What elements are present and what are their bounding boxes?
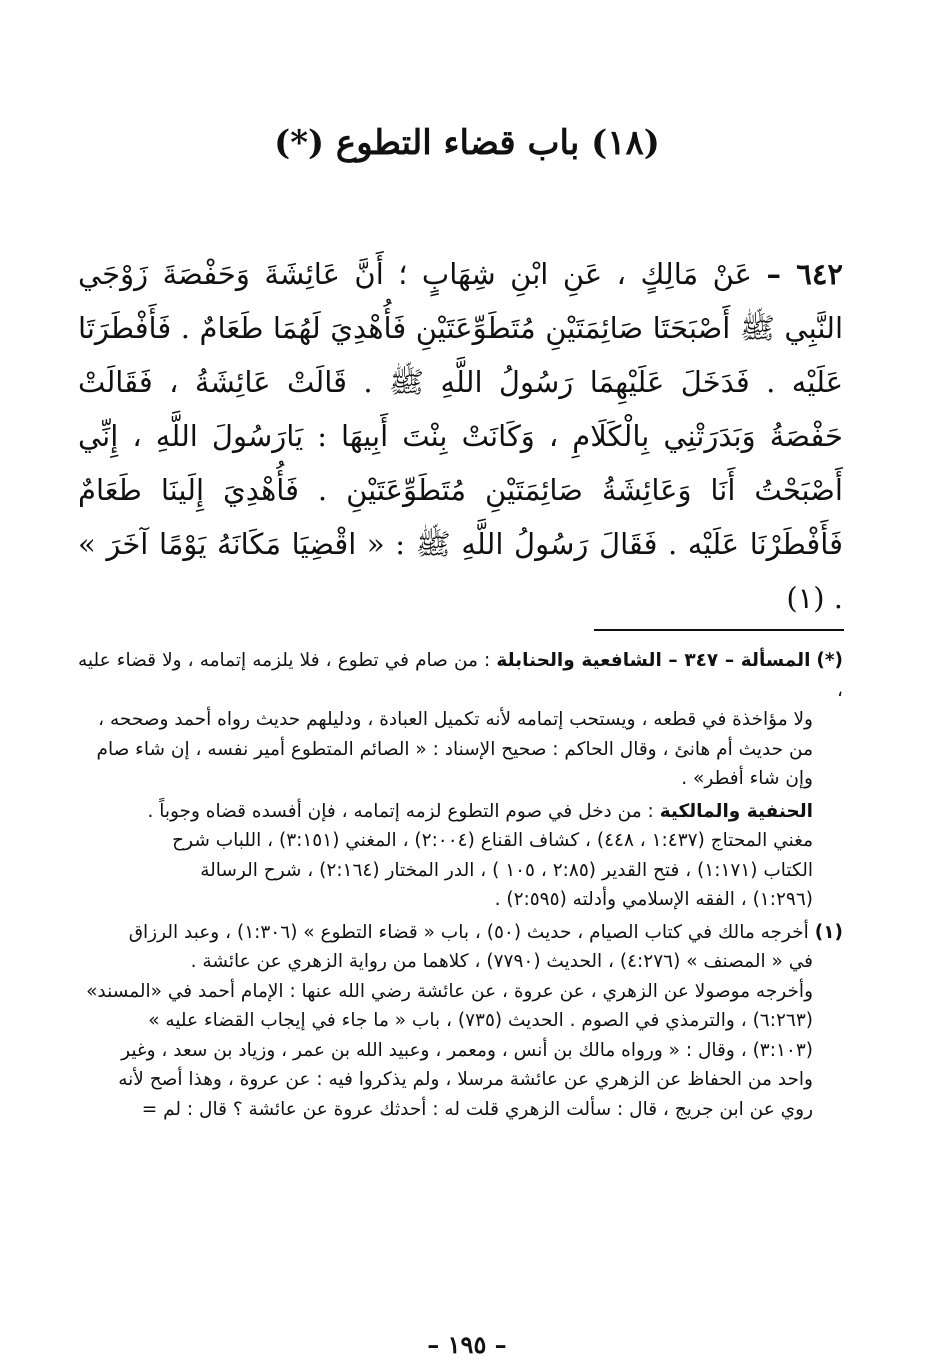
footnote-line: ولا مؤاخذة في قطعه ، ويستحب إتمامه لأنه تكميل العبادة ، ودليلهم حديث رواه أحمد وصححه ،: [98, 709, 813, 730]
footnote-1: [78, 918, 843, 1125]
footnote-ref-line: (١:٢٩٦) ، الفقه الإسلامي وأدلته (٢:٥٩٥) .: [494, 889, 813, 910]
footnote-separator: [594, 629, 844, 631]
footnote-line: روي عن ابن جريج ، قال : سألت الزهري قلت له : أحدثك عروة عن عائشة ؟ قال : لم =: [141, 1098, 813, 1120]
footnote-school-lead: الحنفية والمالكية: [659, 800, 813, 822]
footnote-marker: (١): [814, 921, 843, 943]
footnote-line: في « المصنف » (٤:٢٧٦) ، الحديث (٧٧٩٠) ، كلاهما من رواية الزهري عن عائشة .: [190, 951, 813, 972]
footnote-line: [78, 797, 843, 827]
hadith-body: عَنْ مَالِكٍ ، عَنِ ابْنِ شِهَابٍ ؛ أَنَّ عَائِشَةَ وَحَفْصَةَ زَوْجَي النَّبِي ﷺ أَصْبَحَتَا صَائِمَتَيْنِ مُتَطَوِّعَتَيْنِ فَأُهْدِيَ لَهُمَا طَعَامٌ . فَأَفْطَرَتَا عَلَيْه . فَدَخَلَ عَلَيْهِمَا رَسُولُ اللَّهِ ﷺ . قَالَتْ عَائِشَةُ ، فَقَالَتْ حَفْصَةُ وَبَدَرَتْنِي بِالْكَلَامِ ، وَكَانَتْ بِنْتَ أَبِيهَا : يَارَسُولَ اللَّهِ ، إِنِّي أَصْبَحْتُ أَنَا وَعَائِشَةُ صَائِمَتَيْنِ مُتَطَوِّعَتَيْنِ . فَأُهْدِيَ إِلَينَا طَعَامٌ فَأَفْطَرْنَا عَلَيْه . فَقَالَ رَسُولُ اللَّهِ ﷺ : « اقْضِيَا مَكَانَهُ يَوْمًا آخَرَ » . (١): [78, 257, 843, 615]
footnote-ref-line: الكتاب (١:١٧١) ، فتح القدير (٢:٨٥ ، ١٠٥ ) ، الدر المختار (٢:١٦٤) ، شرح الرسالة: [200, 859, 813, 881]
footnote-ref-line: مغني المحتاج (١:٤٣٧ ، ٤٤٨) ، كشاف القناع (٢:٠٠٤) ، المغني (٣:١٥١) ، اللباب شرح: [172, 830, 813, 851]
footnote-text: أخرجه مالك في كتاب الصيام ، حديث (٥٠) ، باب « قضاء التطوع » (١:٣٠٦) ، وعبد الرزاق: [128, 921, 809, 943]
footnote-lead: المسألة – ٣٤٧ – الشافعية والحنابلة: [496, 650, 811, 671]
footnote-line: [78, 918, 843, 948]
hadith-text: [78, 247, 843, 625]
footnote-line: من حديث أم هانئ ، وقال الحاكم : صحيح الإسناد : « الصائم المتطوع أمير نفسه ، إن شاء صام: [96, 738, 813, 760]
footnote-line: [78, 646, 843, 705]
footnote-text: : من صام في تطوع ، فلا يلزمه إتمامه ، ولا قضاء عليه ،: [78, 650, 843, 701]
page-number: – ١٩٥ –: [427, 1330, 507, 1359]
hadith-number: ٦٤٢ –: [766, 257, 844, 291]
footnote-line: (٣:١٠٣) ، وقال : « ورواه مالك بن أنس ، ومعمر ، وعبيد الله بن عمر ، وزياد بن سعد ، وغير: [121, 1039, 813, 1061]
chapter-title: (١٨) باب قضاء التطوع (*): [274, 123, 660, 163]
footnote-star: [78, 646, 843, 915]
footnote-line: وإن شاء أفطر» .: [681, 768, 813, 789]
footnote-text: : من دخل في صوم التطوع لزمه إتمامه ، فإن أفسده قضاه وجوباً .: [147, 800, 654, 822]
footnote-marker: (*): [816, 650, 843, 671]
footnote-line: (٦:٢٦٣) ، والترمذي في الصوم . الحديث (٧٣٥) ، باب « ما جاء في إيجاب القضاء عليه »: [148, 1010, 813, 1031]
footnote-line: واحد من الحفاظ عن الزهري عن عائشة مرسلا ، ولم يذكروا فيه : عن عروة ، وهذا أصح لأنه: [118, 1069, 813, 1090]
footnote-line: وأخرجه موصولا عن الزهري ، عن عروة ، عن عائشة رضي الله عنها : الإمام أحمد في «المسند»: [86, 980, 813, 1002]
footnotes: [78, 646, 843, 1124]
